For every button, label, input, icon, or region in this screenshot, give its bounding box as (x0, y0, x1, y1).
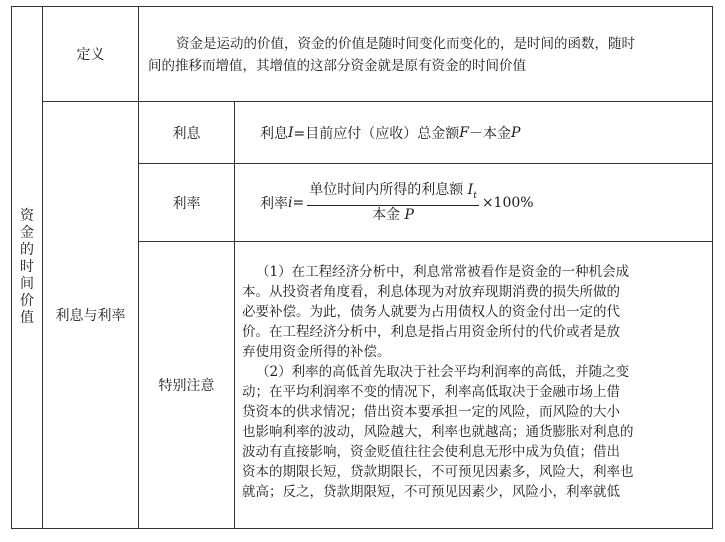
rate-numerator-text: 单位时间内所得的利息额 (309, 182, 468, 199)
notes-line: 就高；反之，贷款期限短，不可预见因素少，风险小，利率就低 (242, 484, 620, 500)
notes-line: 波动有直接影响，资金贬值往往会使利息无形中成为负值；借出 (242, 444, 620, 460)
notes-line: （2）利率的高低首先取决于社会平均利润率的高低，并随之变 (256, 364, 630, 380)
notes-line: 资本的期限长短，贷款期限长，不可预见因素多，风险大，利率也 (242, 464, 634, 480)
rate-numerator (307, 182, 479, 206)
border-right (712, 6, 713, 528)
rate-var-i: i (288, 194, 293, 211)
interest-var-f: F (459, 124, 469, 141)
rate-denominator-text: 本金 (372, 206, 405, 223)
interest-rate-label: 利息与利率 (55, 308, 126, 324)
section-title-char: 间 (20, 275, 34, 292)
notes-line: 本。从投资者角度看，利息体现为对放弃现期消费的损失所做的 (242, 284, 620, 300)
rate-fraction (307, 182, 479, 223)
definition-line: 资金是运动的价值，资金的价值是随时间变化而变化的，是时间的函数，随时 (176, 36, 635, 52)
section-title-char: 金 (20, 224, 34, 241)
notes-line: （1）在工程经济分析中，利息常常被看作是资金的一种机会成 (256, 264, 630, 280)
rate-denominator (372, 206, 414, 223)
interest-var-i: I (288, 124, 294, 141)
notes-line: 也影响利率的波动，风险越大，利率也就越高；通货膨胀对利息的 (242, 424, 634, 440)
interest-formula-text: 利息 (260, 125, 288, 142)
section-title-char: 的 (20, 241, 34, 258)
section-title-char: 时 (20, 258, 34, 275)
notes-line: 动；在平均利润率不变的情况下，利率高低取决于金融市场上借 (242, 384, 620, 400)
section-title-char: 价 (20, 292, 34, 309)
interest-label: 利息 (172, 125, 201, 142)
definition-label: 定义 (76, 47, 105, 63)
rate-numerator-sub: t (473, 190, 477, 201)
rate-formula-text: 利率 (260, 195, 288, 212)
section-title-vertical (12, 6, 42, 528)
section-title-char: 资 (20, 207, 34, 224)
rate-numerator-var: I (467, 182, 474, 199)
rate-equals: = (292, 194, 305, 211)
notes-label: 特别注意 (158, 378, 215, 394)
notes-line: 必要补偿。为此，债务人就要为占用债权人的资金付出一定的代 (242, 304, 620, 320)
rate-formula (260, 164, 534, 241)
notes-line: 弃使用资金所得的补偿。 (242, 344, 391, 360)
notes-line: 价。在工程经济分析中，利息是指占用资金所付的代价或者是放 (242, 324, 620, 340)
table-bottom-border (11, 528, 713, 529)
definition-line: 间的推移而增值，其增值的这部分资金就是原有资金的时间价值 (148, 58, 526, 74)
rate-denominator-var: P (404, 206, 414, 223)
divider-col3 (234, 101, 235, 528)
section-title-char: 值 (20, 309, 34, 326)
definition-text (148, 33, 704, 77)
interest-formula-text: －本金 (468, 125, 511, 142)
rate-multiplier: ×100% (481, 194, 534, 211)
rate-label: 利率 (172, 195, 201, 212)
interest-formula-text: =目前应付（应收）总金额 (293, 125, 460, 142)
interest-formula (260, 102, 520, 163)
notes-line: 贷资本的供求情况；借出资本要承担一定的风险，而风险的大小 (242, 404, 620, 420)
interest-var-p: P (510, 124, 521, 141)
notes-text (242, 262, 703, 502)
